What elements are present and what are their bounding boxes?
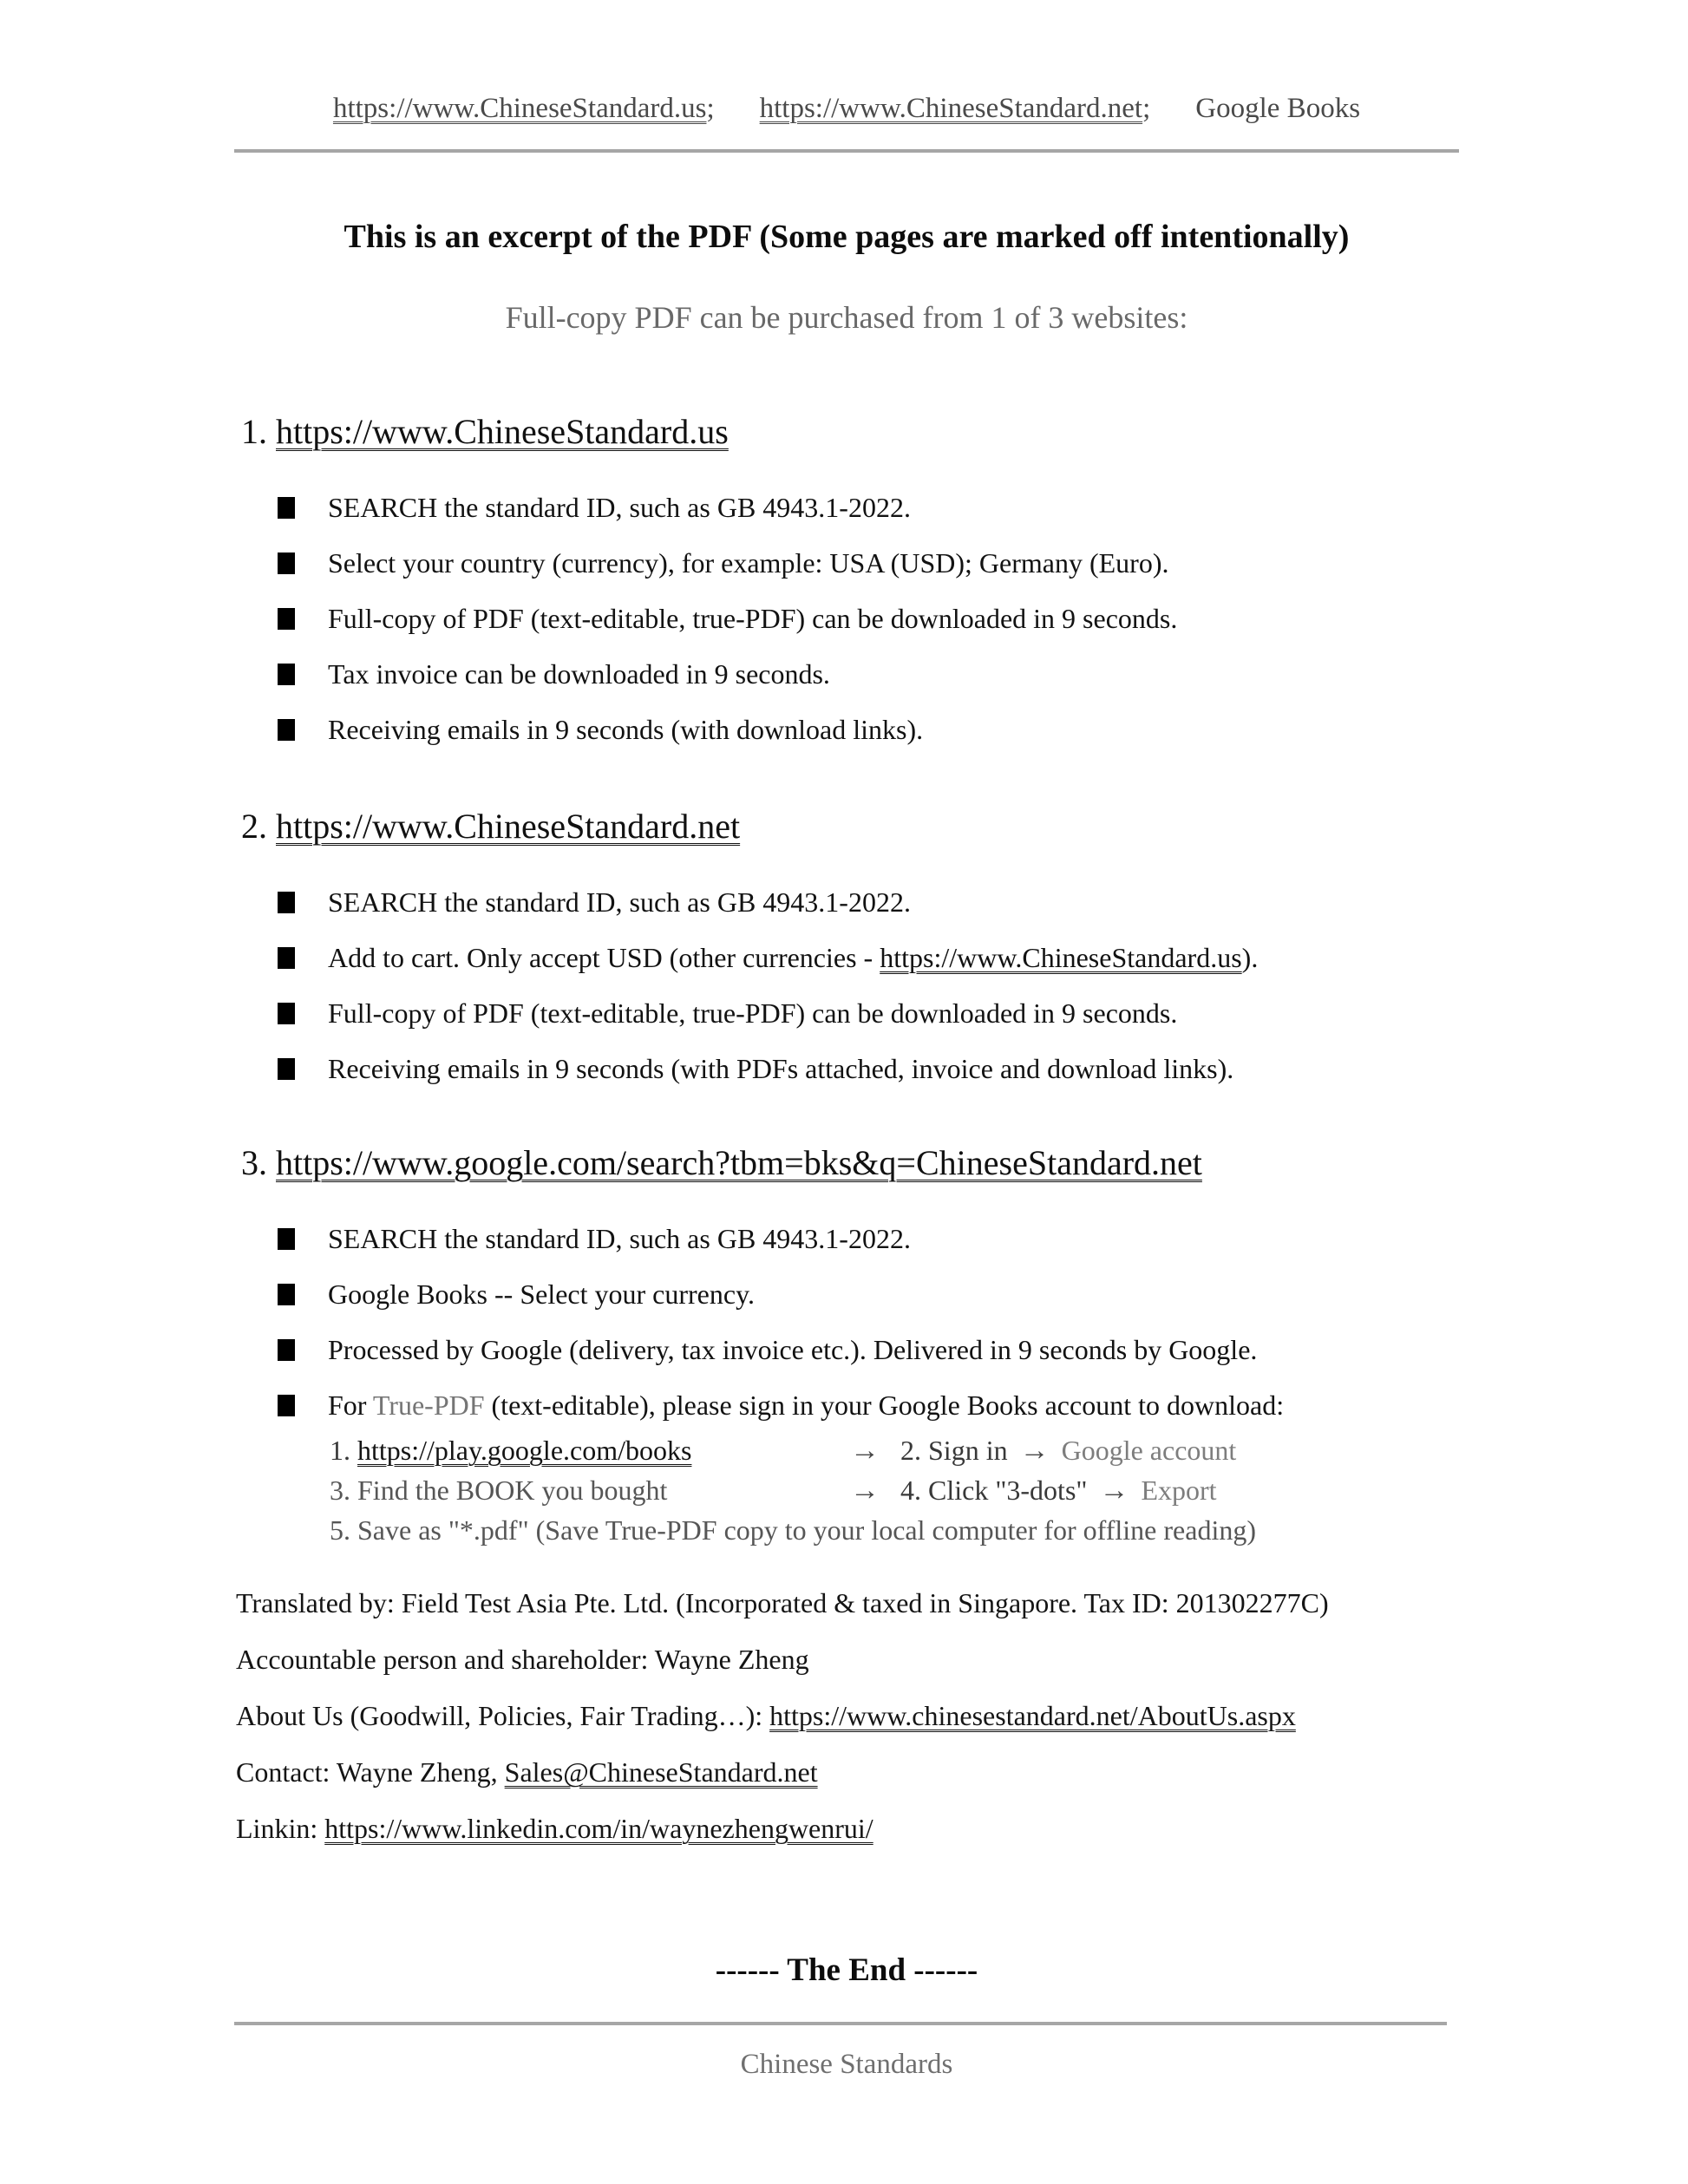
square-bullet-icon <box>278 553 295 574</box>
bullet-item <box>278 702 1475 757</box>
paragraph-linkedin <box>236 1801 1468 1857</box>
paragraph-translated-by: Translated by: Field Test Asia Pte. Ltd. (Incorporated & taxed in Singapore. Tax ID: 201302277C) <box>236 1587 1329 1618</box>
section-1-link[interactable]: https://www.ChineseStandard.us <box>276 412 729 451</box>
section-3-number: 3. <box>241 1143 276 1182</box>
header-link-chinesestandard-us[interactable]: https://www.ChineseStandard.us <box>332 93 707 124</box>
substep-row-2 <box>330 1470 1457 1510</box>
substep-row-1 <box>330 1430 1457 1470</box>
page-title: This is an excerpt of the PDF (Some pages are marked off intentionally) <box>343 219 1350 255</box>
bullet-item <box>278 480 1475 535</box>
bullet-item <box>278 874 1475 930</box>
header-separator: ; <box>706 93 715 124</box>
true-pdf-label: True-PDF <box>372 1389 485 1421</box>
bullet-item <box>278 535 1475 591</box>
about-us-link[interactable]: https://www.chinesestandard.net/AboutUs.aspx <box>769 1700 1296 1731</box>
inline-link-chinesestandard-us[interactable]: https://www.ChineseStandard.us <box>880 941 1242 973</box>
bullet-item <box>278 985 1475 1041</box>
contact-text: Contact: Wayne Zheng, <box>236 1756 505 1788</box>
bullet-text: Full-copy of PDF (text-editable, true-PDF) can be downloaded in 9 seconds. <box>328 997 1178 1029</box>
paragraph-accountable-person: Accountable person and shareholder: Wayne Zheng <box>236 1644 809 1675</box>
bullet-text: Google Books -- Select your currency. <box>328 1278 755 1310</box>
about-us-text: About Us (Goodwill, Policies, Fair Trading…): <box>236 1700 770 1731</box>
bullet-text: SEARCH the standard ID, such as GB 4943.1-2022. <box>328 491 911 523</box>
square-bullet-icon <box>278 892 295 913</box>
bullet-text: Receiving emails in 9 seconds (with PDFs attached, invoice and download links). <box>328 1052 1234 1084</box>
right-arrow-icon: → <box>1019 1435 1050 1467</box>
header-item-net <box>760 93 1151 124</box>
header-item-us <box>333 93 715 124</box>
square-bullet-icon <box>278 947 295 969</box>
google-books-substeps <box>330 1430 1457 1550</box>
substep-1 <box>330 1430 850 1470</box>
section-2-heading <box>241 805 740 848</box>
footer-rule <box>234 2022 1447 2025</box>
right-arrow-icon: → <box>1099 1475 1129 1507</box>
section-2-number: 2. <box>241 807 276 846</box>
bullet-text <box>328 942 1258 974</box>
bullet-item <box>278 1322 1475 1377</box>
section-1-number: 1. <box>241 412 276 451</box>
square-bullet-icon <box>278 664 295 685</box>
contact-email-link[interactable]: Sales@ChineseStandard.net <box>504 1756 818 1788</box>
bullet-text-post: ). <box>1241 941 1259 973</box>
bullet-text-post: (text-editable), please sign in your Google Books account to download: <box>484 1389 1285 1421</box>
section-2-bullet-list <box>278 874 1475 1096</box>
bullet-item <box>278 1377 1475 1433</box>
bullet-text-pre: Add to cart. Only accept USD (other currencies - <box>328 941 880 973</box>
bullet-text: Processed by Google (delivery, tax invoice etc.). Delivered in 9 seconds by Google. <box>328 1333 1258 1365</box>
bullet-text: SEARCH the standard ID, such as GB 4943.1-2022. <box>328 886 911 918</box>
substep-google-account: Google account <box>1061 1435 1237 1466</box>
square-bullet-icon <box>278 608 295 630</box>
bullet-text: Tax invoice can be downloaded in 9 seconds. <box>328 657 830 690</box>
bullet-text: SEARCH the standard ID, such as GB 4943.1-2022. <box>328 1222 911 1254</box>
substep-2: 2. Sign in <box>900 1435 1008 1466</box>
footer-label: Chinese Standards <box>740 2049 953 2080</box>
substep-1-number: 1. <box>330 1435 357 1466</box>
page-subtitle: Full-copy PDF can be purchased from 1 of 3 websites: <box>505 300 1188 335</box>
linkedin-link[interactable]: https://www.linkedin.com/in/waynezhengwenrui/ <box>324 1813 873 1844</box>
square-bullet-icon <box>278 1228 295 1250</box>
substep-row-3 <box>330 1510 1457 1550</box>
square-bullet-icon <box>278 1284 295 1305</box>
substep-5: 5. Save as "*.pdf" (Save True-PDF copy to your local computer for offline reading) <box>330 1514 1256 1546</box>
bullet-item <box>278 930 1475 985</box>
square-bullet-icon <box>278 497 295 519</box>
bullet-item <box>278 1041 1475 1096</box>
section-1-heading <box>241 410 729 454</box>
section-1-bullet-list <box>278 480 1475 757</box>
square-bullet-icon <box>278 1003 295 1024</box>
section-3-link[interactable]: https://www.google.com/search?tbm=bks&q=ChineseStandard.net <box>276 1143 1202 1182</box>
linkedin-text: Linkin: <box>236 1813 325 1844</box>
info-paragraphs <box>236 1575 1468 1857</box>
section-3-heading <box>241 1141 1202 1185</box>
right-arrow-icon: → <box>850 1435 880 1467</box>
bullet-item <box>278 1211 1475 1266</box>
header-link-chinesestandard-net[interactable]: https://www.ChineseStandard.net <box>759 93 1143 124</box>
section-3-bullet-list <box>278 1211 1475 1433</box>
square-bullet-icon <box>278 1339 295 1361</box>
play-google-books-link[interactable]: https://play.google.com/books <box>357 1435 692 1466</box>
square-bullet-icon <box>278 719 295 741</box>
square-bullet-icon <box>278 1058 295 1080</box>
right-arrow-icon: → <box>850 1475 880 1507</box>
header-label-google-books: Google Books <box>1195 93 1361 124</box>
header-separator: ; <box>1142 93 1151 124</box>
section-2-link[interactable]: https://www.ChineseStandard.net <box>276 807 741 846</box>
bullet-item <box>278 1266 1475 1322</box>
paragraph-contact <box>236 1744 1468 1801</box>
substep-3 <box>330 1470 850 1510</box>
bullet-text: Select your country (currency), for example: USA (USD); Germany (Euro). <box>328 546 1169 579</box>
bullet-text: Full-copy of PDF (text-editable, true-PDF) can be downloaded in 9 seconds. <box>328 602 1178 634</box>
bullet-text-pre: For <box>328 1389 373 1421</box>
square-bullet-icon <box>278 1395 295 1416</box>
bullet-text: Receiving emails in 9 seconds (with download links). <box>328 713 924 745</box>
the-end-label: ------ The End ------ <box>715 1952 978 1988</box>
header-rule <box>234 149 1459 153</box>
bullet-item <box>278 591 1475 646</box>
bullet-text <box>328 1390 1284 1422</box>
page-header <box>234 85 1459 132</box>
paragraph-about-us <box>236 1688 1468 1744</box>
bullet-item <box>278 646 1475 702</box>
substep-4: 4. Click "3-dots" <box>900 1475 1088 1506</box>
substep-3-text: 3. Find the BOOK you bought <box>330 1475 668 1506</box>
substep-export: Export <box>1141 1475 1217 1506</box>
